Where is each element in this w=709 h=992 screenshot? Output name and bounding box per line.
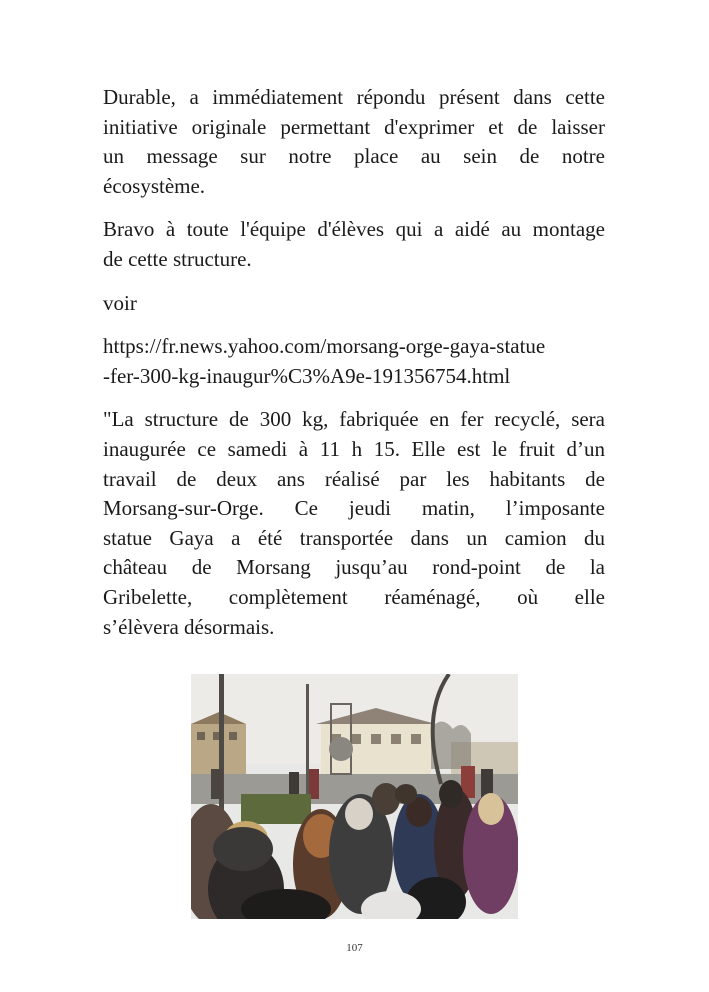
paragraph-voir [103,289,605,319]
text-line: Bravo à toute l'équipe d'élèves qui a aidé au montage [103,217,605,242]
text-line: écosystème. [103,173,206,198]
text-line: Gribelette, complètement réaménagé, où elle [103,584,605,609]
link-line[interactable]: -fer-300-kg-inaugur%C3%A9e-191356754.html [103,363,511,388]
text-line: inaugurée ce samedi à 11 h 15. Elle est le fruit d’un [103,436,605,461]
text-line: statue Gaya a été transportée dans un camion du [103,525,605,550]
photo-illustration [191,674,518,919]
text-line: initiative originale permettant d'exprimer et de laisser [103,114,605,139]
text-line: Morsang-sur-Orge. Ce jeudi matin, l’imposante [103,496,605,521]
text-line: Durable, a immédiatement répondu présent dans cette [103,85,605,109]
paragraph-bravo [103,215,605,274]
text-line: s’élèvera désormais. [103,614,275,639]
crowd-photo [191,674,518,919]
page-body [103,83,605,656]
text-line: voir [103,290,137,315]
paragraph-durable [103,83,605,201]
quote-paragraph [103,405,605,642]
text-line: château de Morsang jusqu’au rond-point de la [103,555,605,580]
text-line: "La structure de 300 kg, fabriquée en fer recyclé, sera [103,407,605,432]
text-line: travail de deux ans réalisé par les habitants de [103,466,605,491]
text-line: un message sur notre place au sein de notre [103,144,605,169]
article-link[interactable] [103,332,605,391]
link-line[interactable]: https://fr.news.yahoo.com/morsang-orge-gaya-statue [103,334,546,359]
text-line: de cette structure. [103,246,252,271]
page-number: 107 [346,942,363,954]
